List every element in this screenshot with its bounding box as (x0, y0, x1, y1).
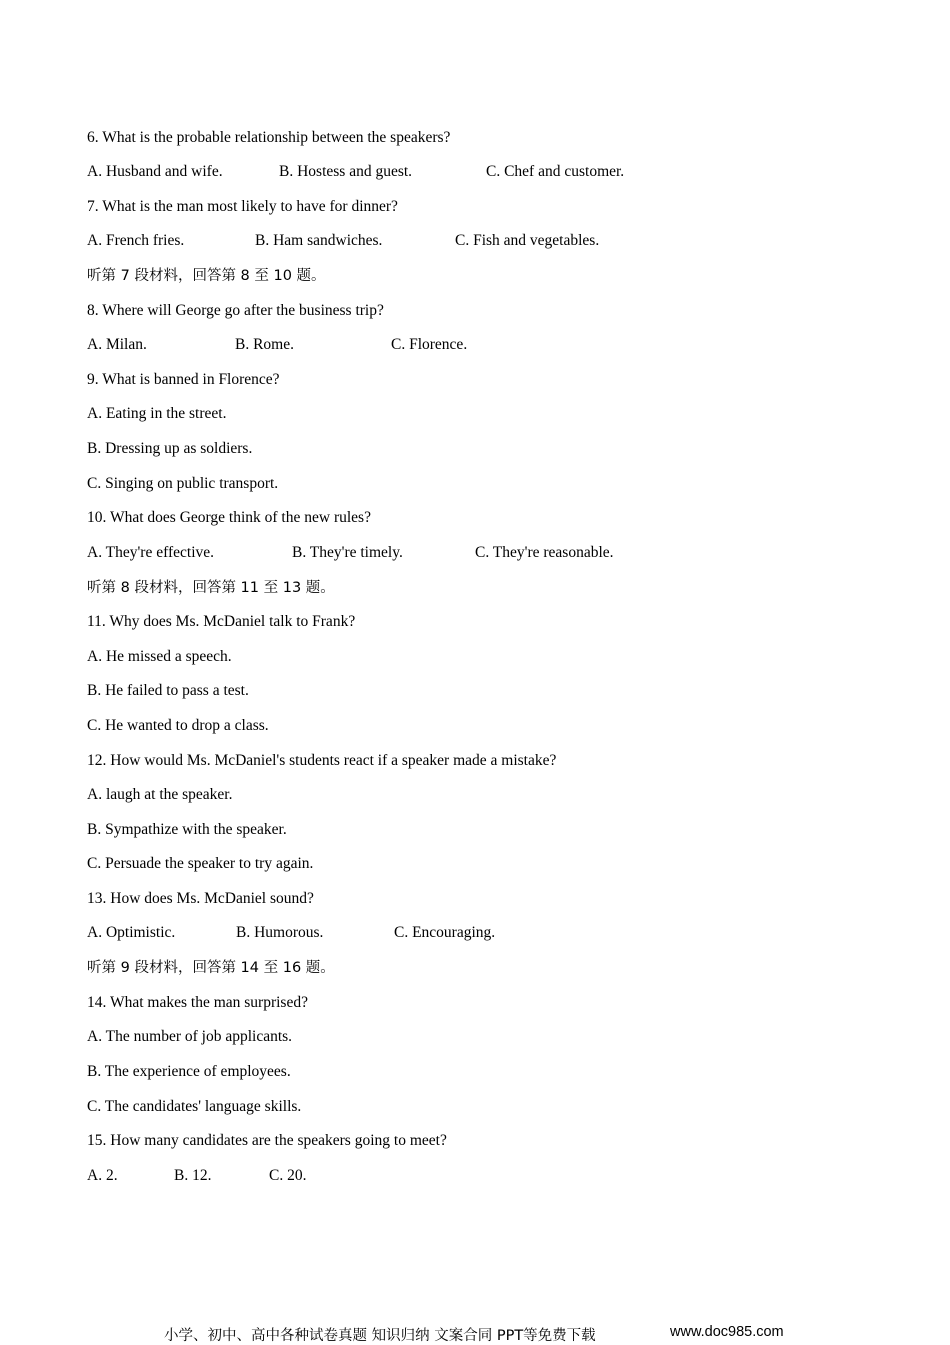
option-a: A. laugh at the speaker. (87, 786, 233, 803)
option-b: B. He failed to pass a test. (87, 682, 249, 699)
option-a: A. Optimistic. (87, 924, 176, 941)
option-b: B. Hostess and guest. (279, 163, 413, 180)
option-b: B. Sympathize with the speaker. (87, 821, 287, 838)
question-6: 6. What is the probable relationship between the speakers? (87, 129, 451, 146)
question-12: 12. How would Ms. McDaniel's students react if a speaker made a mistake? (87, 752, 557, 769)
option-a: A. They're effective. (87, 544, 215, 561)
option-c: C. Singing on public transport. (87, 475, 279, 492)
question-8: 8. Where will George go after the business trip? (87, 302, 384, 319)
option-c: C. The candidates' language skills. (87, 1098, 302, 1115)
question-7: 7. What is the man most likely to have for dinner? (87, 198, 398, 215)
option-c: C. Persuade the speaker to try again. (87, 855, 314, 872)
option-b: B. They're timely. (292, 544, 403, 561)
question-13: 13. How does Ms. McDaniel sound? (87, 890, 314, 907)
question-11: 11. Why does Ms. McDaniel talk to Frank? (87, 613, 356, 630)
option-a: A. French fries. (87, 232, 185, 249)
question-14: 14. What makes the man surprised? (87, 994, 308, 1011)
option-c: C. Fish and vegetables. (455, 232, 600, 249)
option-a: A. Milan. (87, 336, 147, 353)
option-a: A. The number of job applicants. (87, 1028, 293, 1045)
option-b: B. 12. (174, 1167, 212, 1184)
option-c: C. Chef and customer. (486, 163, 625, 180)
option-b: B. Humorous. (236, 924, 324, 941)
option-c: C. They're reasonable. (475, 544, 614, 561)
option-b: B. Dressing up as soldiers. (87, 440, 253, 457)
option-b: B. The experience of employees. (87, 1063, 291, 1080)
option-b: B. Ham sandwiches. (255, 232, 383, 249)
option-a: A. Husband and wife. (87, 163, 223, 180)
option-c: C. Florence. (391, 336, 468, 353)
option-a: A. Eating in the street. (87, 405, 227, 422)
question-10: 10. What does George think of the new rules? (87, 509, 371, 526)
option-c: C. Encouraging. (394, 924, 496, 941)
option-b: B. Rome. (235, 336, 294, 353)
option-c: C. 20. (269, 1167, 307, 1184)
section-heading-9: 听第 9 段材料，回答第 14 至 16 题。 (87, 960, 335, 976)
section-heading-8: 听第 8 段材料，回答第 11 至 13 题。 (87, 580, 335, 596)
option-a: A. He missed a speech. (87, 648, 232, 665)
question-15: 15. How many candidates are the speakers going to meet? (87, 1132, 447, 1149)
footer-text: 小学、初中、高中各种试卷真题 知识归纳 文案合同 PPT等免费下载 (164, 1328, 596, 1344)
option-c: C. He wanted to drop a class. (87, 717, 269, 734)
question-9: 9. What is banned in Florence? (87, 371, 280, 388)
footer-url[interactable]: www.doc985.com (670, 1324, 784, 1340)
option-a: A. 2. (87, 1167, 118, 1184)
section-heading-7: 听第 7 段材料，回答第 8 至 10 题。 (87, 268, 326, 284)
